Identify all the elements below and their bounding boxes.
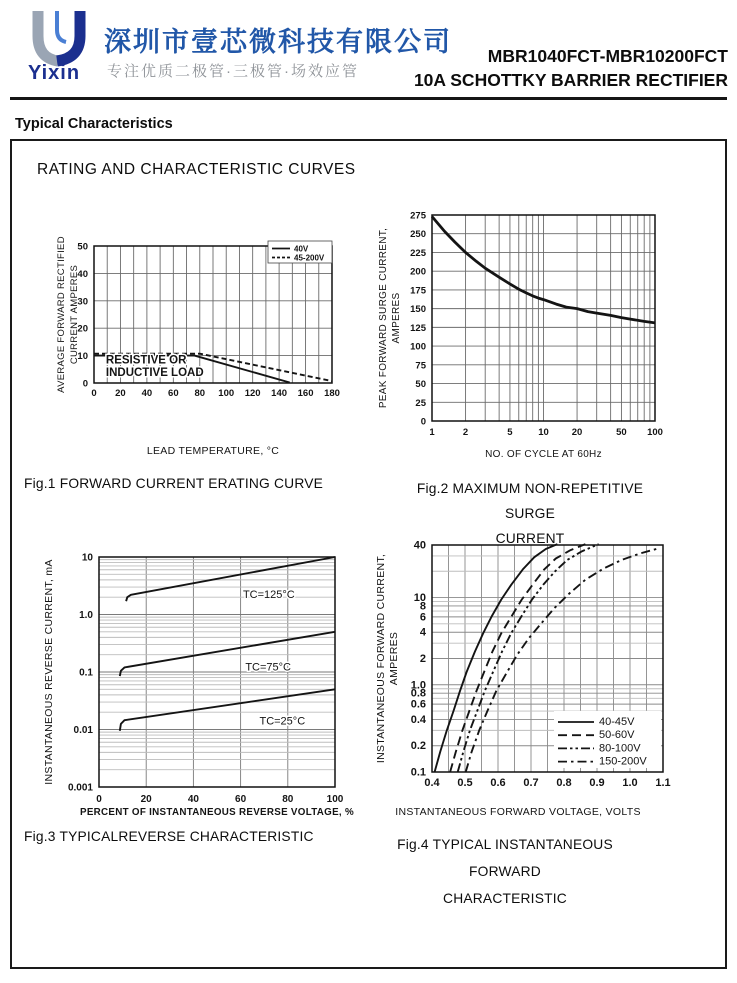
header-divider [10,97,727,100]
svg-text:25: 25 [415,397,426,409]
fig1-caption: Fig.1 FORWARD CURRENT ERATING CURVE [24,476,324,491]
svg-text:10: 10 [413,592,426,605]
svg-text:0.001: 0.001 [67,782,93,794]
svg-text:PEAK FORWARD SURGE CURRENT,: PEAK FORWARD SURGE CURRENT, [378,227,389,409]
svg-text:2: 2 [462,427,469,438]
svg-text:40: 40 [413,539,426,552]
svg-text:AMPERES: AMPERES [388,631,400,686]
svg-text:80: 80 [282,794,294,805]
svg-text:0.7: 0.7 [523,777,539,789]
svg-text:0.1: 0.1 [410,766,426,779]
svg-text:0.4: 0.4 [410,713,426,726]
svg-text:40: 40 [141,388,153,399]
part-subtitle: 10A SCHOTTKY BARRIER RECTIFIER [413,70,728,90]
part-header [414,44,728,92]
svg-text:INSTANTANEOUS FORWARD VOLTAGE,: INSTANTANEOUS FORWARD VOLTAGE, VOLTS [395,806,641,818]
svg-text:200: 200 [410,266,426,278]
svg-text:1.0: 1.0 [622,777,638,789]
svg-text:10: 10 [538,427,549,438]
svg-text:LEAD TEMPERATURE, °C: LEAD TEMPERATURE, °C [146,445,280,457]
box-title: RATING AND CHARACTERISTIC CURVES [37,161,356,178]
svg-text:RESISTIVE OR: RESISTIVE OR [105,354,187,367]
svg-text:40: 40 [77,268,88,280]
fig2-caption: Fig.2 MAXIMUM NON-REPETITIVE SURGE CURRENT [416,481,644,546]
svg-text:80: 80 [194,388,206,399]
fig4-caption: Fig.4 TYPICAL INSTANTANEOUS FORWARD CHARACTERISTIC [397,837,613,906]
svg-text:0.1: 0.1 [79,667,93,679]
svg-text:40: 40 [187,794,199,805]
svg-text:TC=25°C: TC=25°C [259,715,306,728]
svg-text:0.4: 0.4 [424,777,440,789]
svg-text:0.8: 0.8 [410,687,426,700]
svg-text:PERCENT OF INSTANTANEOUS REVER: PERCENT OF INSTANTANEOUS REVERSE VOLTAGE, % [80,807,354,818]
yixin-logo-icon [24,8,96,66]
svg-text:40-45V: 40-45V [599,716,635,728]
svg-text:4: 4 [419,626,426,639]
svg-text:50: 50 [415,379,426,391]
svg-text:140: 140 [271,388,288,399]
svg-text:8: 8 [419,600,426,613]
svg-text:20: 20 [77,323,88,335]
fig4-chart [368,531,723,829]
svg-text:60: 60 [168,388,179,399]
svg-text:NO. OF CYCLE AT 60Hz: NO. OF CYCLE AT 60Hz [485,449,602,460]
svg-text:40V: 40V [294,244,309,254]
svg-text:180: 180 [324,388,340,399]
svg-text:250: 250 [410,229,426,241]
svg-text:6: 6 [419,611,426,624]
svg-text:0: 0 [420,416,426,428]
svg-text:100: 100 [218,388,235,399]
svg-text:0.01: 0.01 [73,725,93,736]
svg-text:CURRENT AMPERES: CURRENT AMPERES [69,264,80,365]
svg-text:1: 1 [429,427,435,438]
svg-text:1.1: 1.1 [655,777,671,789]
svg-text:0: 0 [91,388,97,399]
svg-text:60: 60 [235,794,247,805]
svg-text:10: 10 [77,351,88,363]
svg-text:2: 2 [419,653,426,665]
svg-text:INSTANTANEOUS REVERSE CURRENT,: INSTANTANEOUS REVERSE CURRENT, mA [43,559,55,785]
svg-text:45-200V: 45-200V [294,253,325,263]
svg-text:100: 100 [647,427,663,438]
fig3-chart [18,543,368,825]
svg-text:30: 30 [77,296,88,308]
company-tagline: 专注优质二极管·三极管·场效应管 [107,63,359,80]
svg-text:AMPERES: AMPERES [391,292,402,344]
svg-text:0.9: 0.9 [589,777,605,789]
svg-text:0.2: 0.2 [410,740,426,753]
svg-text:0.6: 0.6 [490,777,506,789]
svg-text:20: 20 [140,794,152,805]
svg-text:100: 100 [410,341,426,353]
svg-text:0: 0 [96,794,102,805]
svg-text:TC=125°C: TC=125°C [242,588,295,601]
svg-text:AVERAGE FORWARD RECTIFIED: AVERAGE FORWARD RECTIFIED [56,236,67,393]
svg-text:INDUCTIVE LOAD: INDUCTIVE LOAD [105,366,204,379]
fig3-caption: Fig.3 TYPICALREVERSE CHARACTERISTIC [24,829,314,844]
fig2-chart [368,193,703,463]
fig1-chart [20,228,350,468]
svg-text:50-60V: 50-60V [599,729,635,742]
svg-text:1.0: 1.0 [410,679,426,692]
svg-text:150-200V: 150-200V [599,755,647,768]
svg-text:150: 150 [410,304,426,316]
svg-text:75: 75 [415,360,426,372]
company-name: 深圳市壹芯微科技有限公司 [104,27,452,57]
svg-text:100: 100 [326,794,344,805]
svg-text:0.8: 0.8 [556,777,572,789]
svg-text:INSTANTANEOUS FORWARD CURRENT,: INSTANTANEOUS FORWARD CURRENT, [375,553,387,764]
svg-text:120: 120 [244,388,261,399]
svg-text:175: 175 [410,285,426,297]
svg-text:225: 225 [410,247,426,259]
svg-text:0.5: 0.5 [457,777,473,789]
svg-text:160: 160 [297,388,314,399]
svg-text:TC=75°C: TC=75°C [245,661,291,674]
logo-text: Yixin [28,62,81,84]
svg-text:50: 50 [616,427,627,438]
svg-text:275: 275 [410,210,426,222]
svg-text:5: 5 [507,427,513,438]
svg-text:10: 10 [81,552,93,564]
svg-text:0: 0 [82,378,88,390]
svg-text:0.6: 0.6 [410,698,426,711]
svg-text:125: 125 [410,322,426,334]
svg-text:80-100V: 80-100V [599,742,641,755]
svg-text:20: 20 [115,388,126,399]
section-title: Typical Characteristics [15,116,173,132]
svg-text:1.0: 1.0 [79,610,93,621]
part-number: MBR1040FCT-MBR10200FCT [487,46,728,66]
svg-text:50: 50 [77,241,88,253]
svg-text:20: 20 [571,427,583,438]
